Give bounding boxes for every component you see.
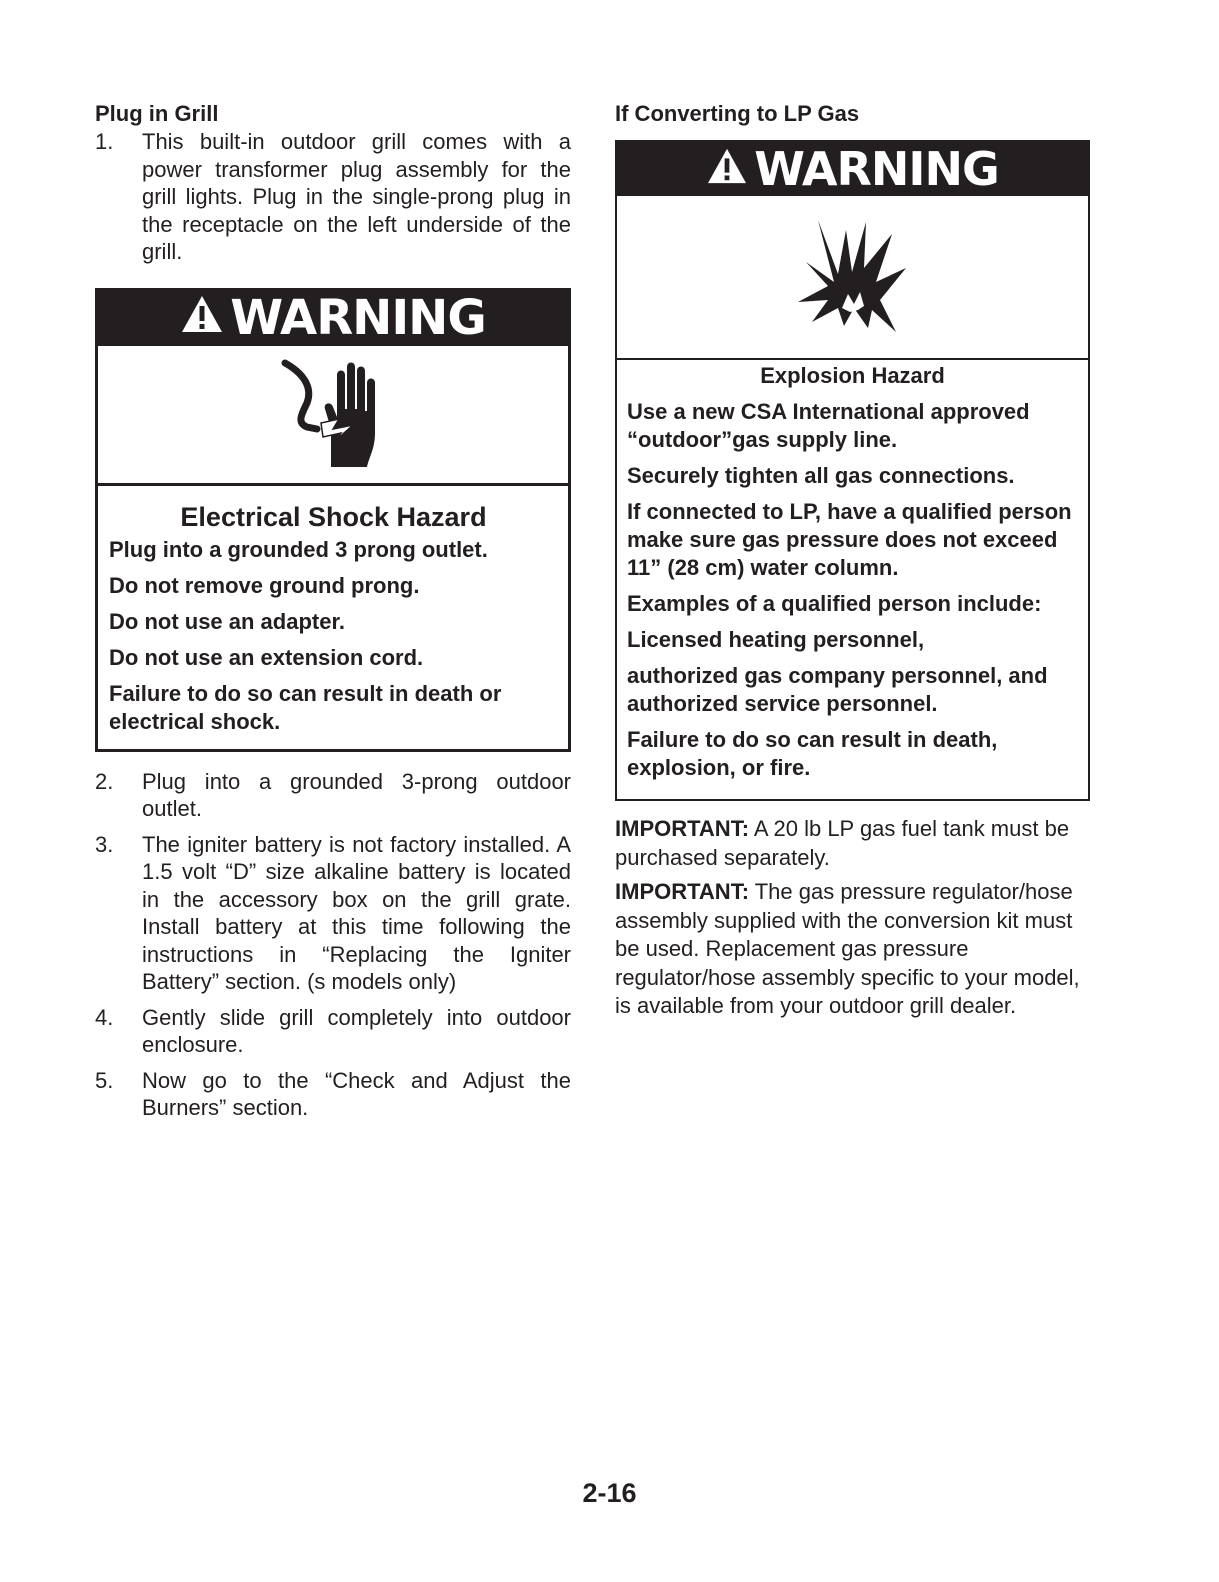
warning-banner — [617, 142, 1088, 196]
hazard-rule: Failure to do so can result in death or electrical shock. — [109, 680, 502, 734]
section-heading-plug-in-grill: Plug in Grill — [95, 101, 219, 126]
steps-list-1 — [95, 128, 571, 266]
step-1 — [95, 128, 571, 266]
hazard-title: Explosion Hazard — [760, 363, 945, 388]
hazard-rule: Plug into a grounded 3 prong outlet. — [109, 536, 488, 562]
hazard-rule: authorized gas company personnel, and authorized service personnel. — [627, 663, 1048, 716]
step-number: 1. — [95, 129, 114, 154]
hazard-rule: Licensed heating personnel, — [627, 627, 925, 652]
important-label: IMPORTANT: — [615, 879, 750, 904]
step-3 — [95, 831, 571, 996]
step-4 — [95, 1004, 571, 1059]
step-text: Plug into a grounded 3-prong outdoor outlet. — [142, 768, 571, 821]
hazard-rule: Failure to do so can result in death, explosion, or fire. — [627, 727, 998, 780]
step-text: This built-in outdoor grill comes with a power transformer plug assembly for the grill lights. Plug in the single-prong plug in the receptacle on the left underside of the grill. — [142, 129, 571, 264]
important-text: A 20 lb LP gas fuel tank must be purchased separately. — [615, 816, 1070, 870]
hazard-rule: If connected to LP, have a qualified person make sure gas pressure does not exceed 11” (28 cm) water column. — [627, 499, 1072, 580]
hazard-rule: Examples of a qualified person include: — [627, 591, 1042, 616]
hazard-rule: Do not remove ground prong. — [109, 572, 420, 598]
step-number: 3. — [95, 831, 114, 857]
step-text: The igniter battery is not factory installed. A 1.5 volt “D” size alkaline battery is located in the accessory box on the grill grate. Install battery at this time following the instructions in “Replacing the Igniter Battery” section. (s models only) — [142, 831, 571, 994]
hazard-rule: Use a new CSA International approved “outdoor”gas supply line. — [627, 399, 1030, 452]
right-column — [615, 100, 1090, 1027]
explosion-warning-box — [615, 140, 1090, 801]
warning-triangle-icon — [706, 142, 748, 196]
step-number: 5. — [95, 1067, 114, 1093]
important-text: The gas pressure regulator/hose assembly supplied with the conversion kit must be used. Replacement gas pressure regulator/hose assembly specific to your model, is available from your outdoor grill dealer. — [615, 879, 1080, 1018]
hazard-rule: Do not use an extension cord. — [109, 644, 424, 670]
left-column — [95, 100, 571, 1130]
important-note — [615, 815, 1090, 872]
explosion-icon — [617, 196, 1088, 360]
step-text: Gently slide grill completely into outdoor enclosure. — [142, 1004, 571, 1057]
step-number: 4. — [95, 1004, 114, 1030]
warning-label: WARNING — [230, 290, 486, 346]
warning-triangle-icon — [180, 290, 224, 346]
page-number: 2-16 — [582, 1478, 637, 1508]
step-text: Now go to the “Check and Adjust the Burners” section. — [142, 1067, 571, 1120]
hazard-rule: Securely tighten all gas connections. — [627, 463, 1015, 488]
important-notes — [615, 815, 1090, 1021]
step-5 — [95, 1067, 571, 1122]
electrical-warning-box — [95, 288, 571, 752]
warning-label: WARNING — [754, 142, 999, 196]
important-note — [615, 878, 1090, 1021]
hazard-title: Electrical Shock Hazard — [180, 501, 487, 532]
step-2 — [95, 768, 571, 823]
warning-banner — [98, 291, 568, 346]
step-number: 2. — [95, 768, 114, 794]
electrical-hazard-text — [98, 486, 568, 736]
section-heading-lp-gas: If Converting to LP Gas — [615, 101, 860, 126]
explosion-hazard-text — [617, 360, 1088, 782]
important-label: IMPORTANT: — [615, 816, 750, 841]
steps-list-2 — [95, 768, 571, 1122]
electrical-shock-hand-icon — [98, 346, 568, 486]
hazard-rule: Do not use an adapter. — [109, 608, 345, 634]
